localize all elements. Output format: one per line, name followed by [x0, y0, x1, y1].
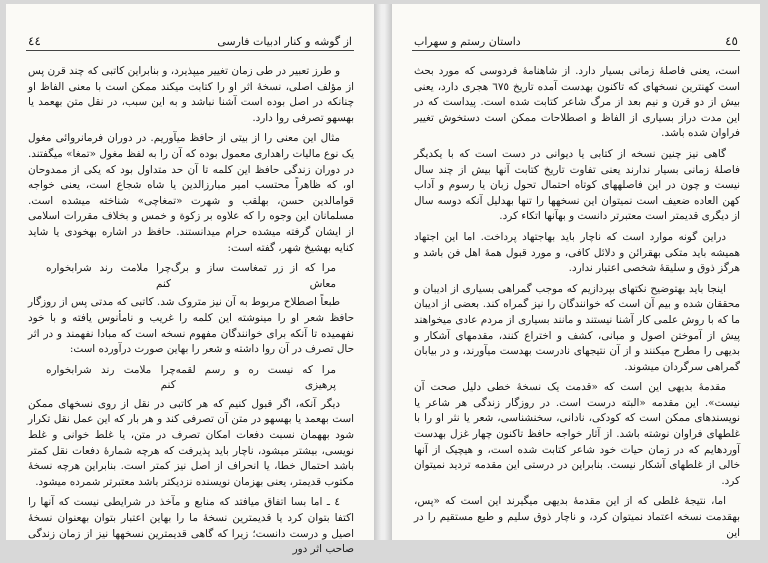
- book-gutter: [374, 4, 392, 540]
- paragraph: مثال این معنی را از بیتی از حافظ میآوریم. در دوران فرمانروائی مغول یک نوع مالیات راهداری معمول بوده که آن را به لفظ مغول «تمغا» میگفتند. در دوران زندگی حافظ این کلمه تا آن حد متداول بود که یکی از ممدوحان او، که ظاهراً محتسب امیر مبارزالدین یا شاه شجاع است، یعنی خواجه قوامالدین حسن، بهلقب و شهرت «تمغاچی» شناخته میشده است. مسلمانان این وجوه را که علاوه بر زکوة و خمس و بخلاف مقررات اسلامی از ایشان گرفته میشده حرام میدانستند. حافظ در اشاره بهخودی یا شاید کنایه بهشیخ شهر، گفته است:: [28, 132, 354, 254]
- paragraph: ٤ ـ اما بسا اتفاق میافتد که منابع و مآخذ در شرایطی نیست که آنها را اکتفا بتوان کرد یا قدیمترین نسخهٔ ما را بهاین اعتبار بتوان بهعنوان نسخهٔ اصیل و درست دانست؛ زیرا که گاهی قدیمترین نسخهها نیز از زمان زندگی صاحب اثر دور: [28, 496, 354, 556]
- paragraph: و طرز تعبیر در طی زمان تغییر میپذیرد، و بنابراین کاتبی که چند قرن پس از مؤلف اصلی، نسخهٔ اثر او را کتابت میکند ممکن است با معنی الفاظ او چنانکه در اصل بوده است آشنا نباشد و به این سبب، در نقل متن بهعمد یا بهسهو تصرفی روا دارد.: [28, 65, 354, 124]
- left-page-number: ٤٤: [28, 34, 41, 48]
- verse-line: [28, 261, 354, 292]
- verse-hemistich: مرا که نیست ره و رسم لقمه پرهیزی: [175, 363, 336, 392]
- paragraph: اینجا باید بهتوضیح نکتهای بپردازیم که موجب گمراهی بسیاری از ادیبان و محققان شده و بیم آن است که خوانندگان را نیز گمراه کند. بعضی از ادیبان ما که با روش علمی کار آشنا نیستند و مانند بسیاری از مردم عادی میخواهند پیش از آموختن اصول و مبانی، کشف و اختراع کنند، مقدمهای آشکار و بدیهی را مطرح میکنند و از آن نتیجهای نادرست بهدست میآورند، و در بیابان گمراهی سرگردان میشوند.: [414, 282, 740, 373]
- verse-line: [28, 363, 354, 394]
- left-running-title: از گوشه و کنار ادبیات فارسی: [217, 35, 352, 48]
- left-page-header: [26, 34, 354, 51]
- right-page: [392, 4, 760, 540]
- right-page-body: [414, 64, 740, 546]
- paragraph: طبعاً اصطلاح مربوط به آن نیز متروک شد. کاتبی که مدتی پس از روزگار حافظ شعر او را مینوشته این کلمه را غریب و نامأنوس یافته و با خود نفهمیده تا آنکه برای خوانندگان مفهوم نسخه است که مبادا نفهمند و در اثر حال تصرف در آن روا داشته و شعر را بهاین صورت درآورده است:: [28, 296, 354, 356]
- left-page-body: [28, 64, 354, 563]
- verse-hemistich: چرا ملامت رند شرابخواره کنم: [46, 262, 171, 290]
- paragraph: گاهی نیز چنین نسخه از کتابی یا دیوانی در دست است که با یکدیگر فاصلهٔ زمانی بسیار ندارند یعنی تفاوت تاریخ کتابت آنها بیش از چند سال نیست و چون در این فاصلههای کوتاه احتمال تحول زبان یا رسوم و آداب کهن العاده ضعیف است نمیتوان این نسخهها را تنها بهدلیل آنکه دوسه سال از دیگری قدیمتر است معتبرتر دانست و بهآنها اتکاء کرد.: [414, 147, 740, 223]
- paragraph: است، یعنی فاصلهٔ زمانی بسیار دارد. از شاهنامهٔ فردوسی که مورد بحث است کهنترین نسخهای که تاکنون بهدست آمده تاریخ ٦٧٥ هجری دارد، یعنی بیش از دو قرن و نیم بعد از مرگ شاعر کتابت شده است. پیداست که در این مدت دراز بسیاری از الفاظ و اصطلاحات ممکن است دستخوش تغییر فراوان شده باشد.: [414, 65, 740, 140]
- paragraph: مقدمهٔ بدیهی این است که «قدمت یک نسخهٔ خطی دلیل صحت آن نیست». این مقدمه «البته درست است. در روزگار زندگی هر شاعر یا نویسندهای ممکن است که کودکی، نادانی، سخنشناسی، شعر یا نثر او را با غلطهای فراوان نوشته باشد. از آثار خواجه حافظ تاکنون چهار غزل بهدست آوردهایم که در زمان حیات خود شاعر کتابت شده است، و هیچیک از آنها خالی از غلطهای آشکار نیست. بنابراین در درستی این مقدمه تردید نمیتوان کرد.: [414, 381, 740, 487]
- right-running-title: داستان رستم و سهراب: [414, 35, 521, 48]
- paragraph: دیگر آنکه، اگر قبول کنیم که هر کاتبی در نقل از روی نسخهای ممکن است بهعمد یا بهسهو در متن آن تصرفی کند و هر بار که این عمل نقل تکرار شود بههمان نسبت دفعات امکان تصرف در متن، یا غلط خوانی و غلط نویسی، بیشتر میشود، ناچار باید پذیرفت که هرچه شمارهٔ دفعات نقل کمتر باشد احتمال خطا، یا انحراف از اصل نیز کمتر است. بنابراین هرچه نسخهٔ مکتوب قدیمتر، یعنی بهزمان نویسنده نزدیکتر باشد معتبرتر شمرده میشود.: [28, 397, 354, 488]
- verse-hemistich: مرا که از زر تمغاست ساز و برگ معاش: [171, 262, 336, 290]
- right-page-number: ٤٥: [725, 34, 738, 48]
- verse-hemistich: چرا ملامت رند شرابخواره کنم: [46, 363, 176, 392]
- left-page: [6, 4, 374, 556]
- right-page-header: [412, 34, 740, 51]
- paragraph: دراین گونه موارد است که ناچار باید بهاجتهاد پرداخت. اما این اجتهاد همیشه باید متکی بهقرائن و دلائل کافی، و مورد قبول همهٔ اهل فن باشد و هرگز ذوق و سلیقهٔ شخصی اعتبار ندارد.: [414, 230, 740, 275]
- paragraph: اما، نتیجهٔ غلطی که از این مقدمهٔ بدیهی میگیرند این است که «پس، بهقدمت نسخه اعتماد نمیتوان کرد، و ناچار ذوق سلیم و طبع مستقیم را در این: [414, 495, 740, 539]
